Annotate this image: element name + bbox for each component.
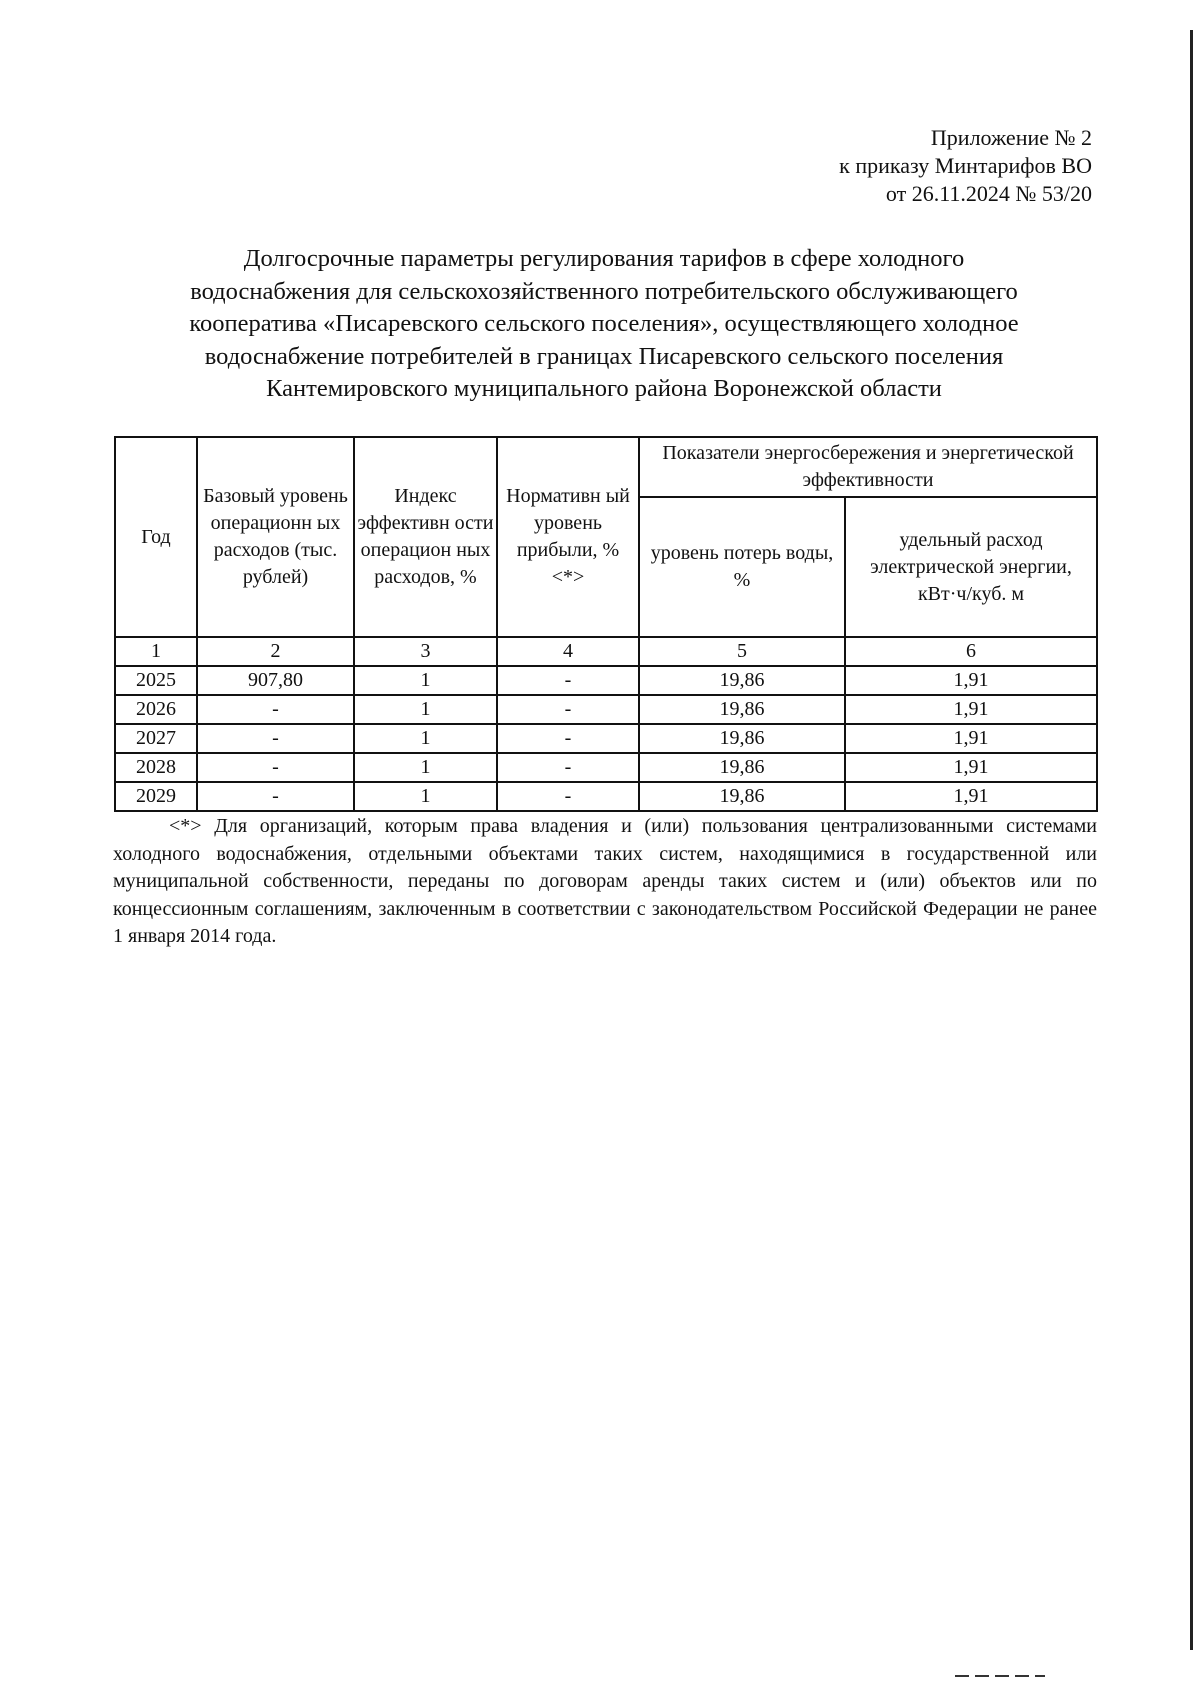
cell-efficiency-index: 1 — [354, 782, 497, 811]
column-number: 5 — [639, 637, 845, 666]
cell-water-loss: 19,86 — [639, 666, 845, 695]
cell-base-level: 907,80 — [197, 666, 354, 695]
table-header-row — [115, 437, 1097, 497]
cell-profit-level: - — [497, 753, 639, 782]
cell-profit-level: - — [497, 782, 639, 811]
table-row — [115, 753, 1097, 782]
cell-year: 2026 — [115, 695, 197, 724]
cell-water-loss: 19,86 — [639, 753, 845, 782]
column-number: 6 — [845, 637, 1097, 666]
cell-base-level: - — [197, 753, 354, 782]
cell-profit-level: - — [497, 724, 639, 753]
document-title — [112, 243, 1096, 406]
cell-electricity: 1,91 — [845, 695, 1097, 724]
appendix-number: Приложение № 2 — [930, 125, 1092, 150]
appendix-order-date: от 26.11.2024 № 53/20 — [885, 181, 1092, 206]
cell-water-loss: 19,86 — [639, 695, 845, 724]
cell-year: 2029 — [115, 782, 197, 811]
column-number: 3 — [354, 637, 497, 666]
cell-electricity: 1,91 — [845, 753, 1097, 782]
header-efficiency-index: Индекс эффективн ости операцион ных расходов, % — [354, 437, 497, 637]
table-row — [115, 695, 1097, 724]
column-number: 1 — [115, 637, 197, 666]
table-row — [115, 782, 1097, 811]
title-line-2: водоснабжения для сельскохозяйственного потребительского обслуживающего — [190, 277, 1018, 305]
appendix-order-ref: к приказу Минтарифов ВО — [839, 153, 1092, 178]
cell-profit-level: - — [497, 695, 639, 724]
footnote-text: <*> Для организаций, которым права владения и (или) пользования централизованными системами холодного водоснабжения, отдельными объектами таких систем, находящимися в государственной или муниципальной собственности, переданы по договорам аренды таких систем и (или) объектов или по концессионным соглашениям, заключенным в соответствии с законодательством Российской Федерации не ранее 1 января 2014 года. — [113, 815, 1097, 947]
title-line-1: Долгосрочные параметры регулирования тарифов в сфере холодного — [243, 245, 965, 272]
cell-water-loss: 19,86 — [639, 782, 845, 811]
cell-year: 2027 — [115, 724, 197, 753]
column-number: 2 — [197, 637, 354, 666]
title-line-5: Кантемировского муниципального района Воронежской области — [266, 375, 942, 402]
appendix-header — [839, 124, 1092, 208]
cell-profit-level: - — [497, 666, 639, 695]
header-electricity: удельный расход электрической энергии, кВт·ч/куб. м — [845, 497, 1097, 637]
header-base-level: Базовый уровень операционн ых расходов (тыс. рублей) — [197, 437, 354, 637]
cell-base-level: - — [197, 695, 354, 724]
table-row — [115, 666, 1097, 695]
cell-electricity: 1,91 — [845, 782, 1097, 811]
header-profit-level: Нормативн ый уровень прибыли, % <*> — [497, 437, 639, 637]
column-number: 4 — [497, 637, 639, 666]
cell-water-loss: 19,86 — [639, 724, 845, 753]
title-line-4: водоснабжение потребителей в границах Писаревского сельского поселения — [204, 342, 1004, 370]
column-number-row — [115, 637, 1097, 666]
cell-year: 2028 — [115, 753, 197, 782]
footnote — [113, 813, 1097, 951]
cell-efficiency-index: 1 — [354, 724, 497, 753]
cell-base-level: - — [197, 724, 354, 753]
header-water-loss: уровень потерь воды, % — [639, 497, 845, 637]
table-row — [115, 724, 1097, 753]
header-energy-group: Показатели энергосбережения и энергетической эффективности — [639, 437, 1097, 497]
cell-base-level: - — [197, 782, 354, 811]
scan-bottom-mark — [955, 1675, 1045, 1677]
tariff-parameters-table — [114, 436, 1098, 812]
cell-year: 2025 — [115, 666, 197, 695]
cell-electricity: 1,91 — [845, 724, 1097, 753]
cell-efficiency-index: 1 — [354, 753, 497, 782]
header-year: Год — [115, 437, 197, 637]
title-line-3: кооператива «Писаревского сельского поселения», осуществляющего холодное — [189, 310, 1019, 337]
scan-edge-line — [1190, 30, 1193, 1650]
cell-efficiency-index: 1 — [354, 666, 497, 695]
cell-electricity: 1,91 — [845, 666, 1097, 695]
cell-efficiency-index: 1 — [354, 695, 497, 724]
